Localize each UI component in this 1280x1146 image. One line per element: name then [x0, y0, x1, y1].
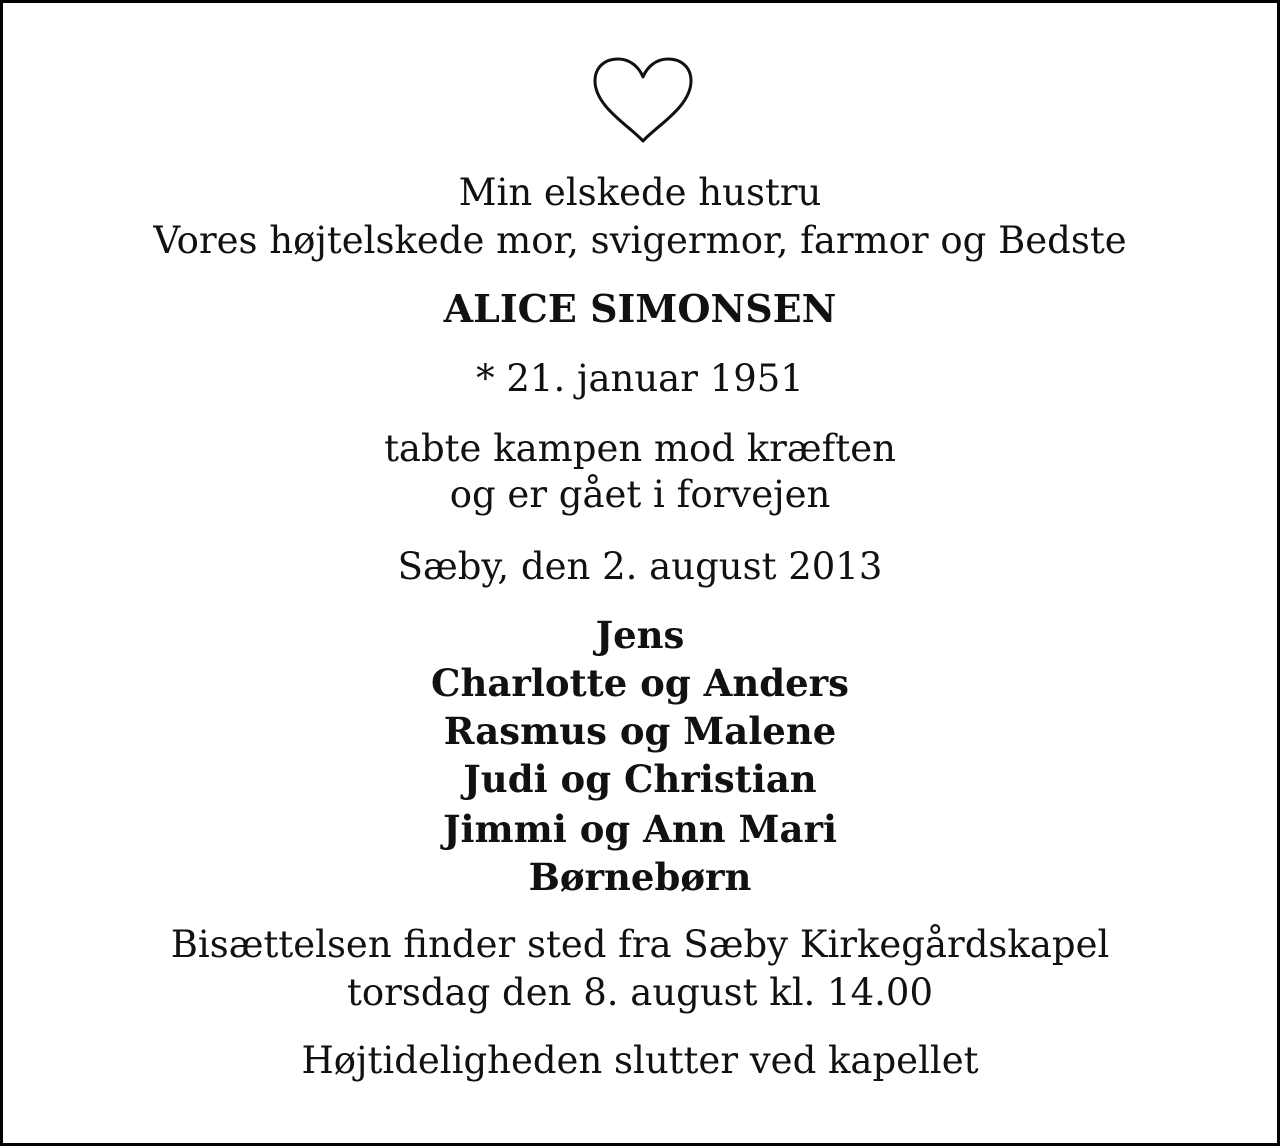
passing-line-2: og er gået i forvejen: [449, 473, 831, 516]
heart-outline-icon: [591, 55, 695, 147]
intro-line-2: Vores højtelskede mor, svigermor, farmor og Bedste: [153, 219, 1127, 262]
family-member: Charlotte og Anders: [431, 661, 849, 705]
family-member: Rasmus og Malene: [443, 709, 837, 753]
family-member: Jimmi og Ann Mari: [442, 807, 838, 851]
family-member: Jens: [595, 613, 685, 657]
funeral-line-2: torsdag den 8. august kl. 14.00: [347, 971, 933, 1014]
funeral-line-1: Bisættelsen finder sted fra Sæby Kirkegårdskapel: [170, 923, 1110, 966]
family-member: Børnebørn: [528, 855, 752, 899]
place-date: Sæby, den 2. august 2013: [397, 545, 883, 588]
intro-line-1: Min elskede hustru: [458, 171, 822, 214]
family-member: Judi og Christian: [463, 757, 817, 801]
birth-date: * 21. januar 1951: [476, 357, 804, 400]
passing-line-1: tabte kampen mod kræften: [384, 427, 896, 470]
deceased-name: ALICE SIMONSEN: [443, 286, 837, 331]
closing-line: Højtideligheden slutter ved kapellet: [301, 1039, 979, 1082]
